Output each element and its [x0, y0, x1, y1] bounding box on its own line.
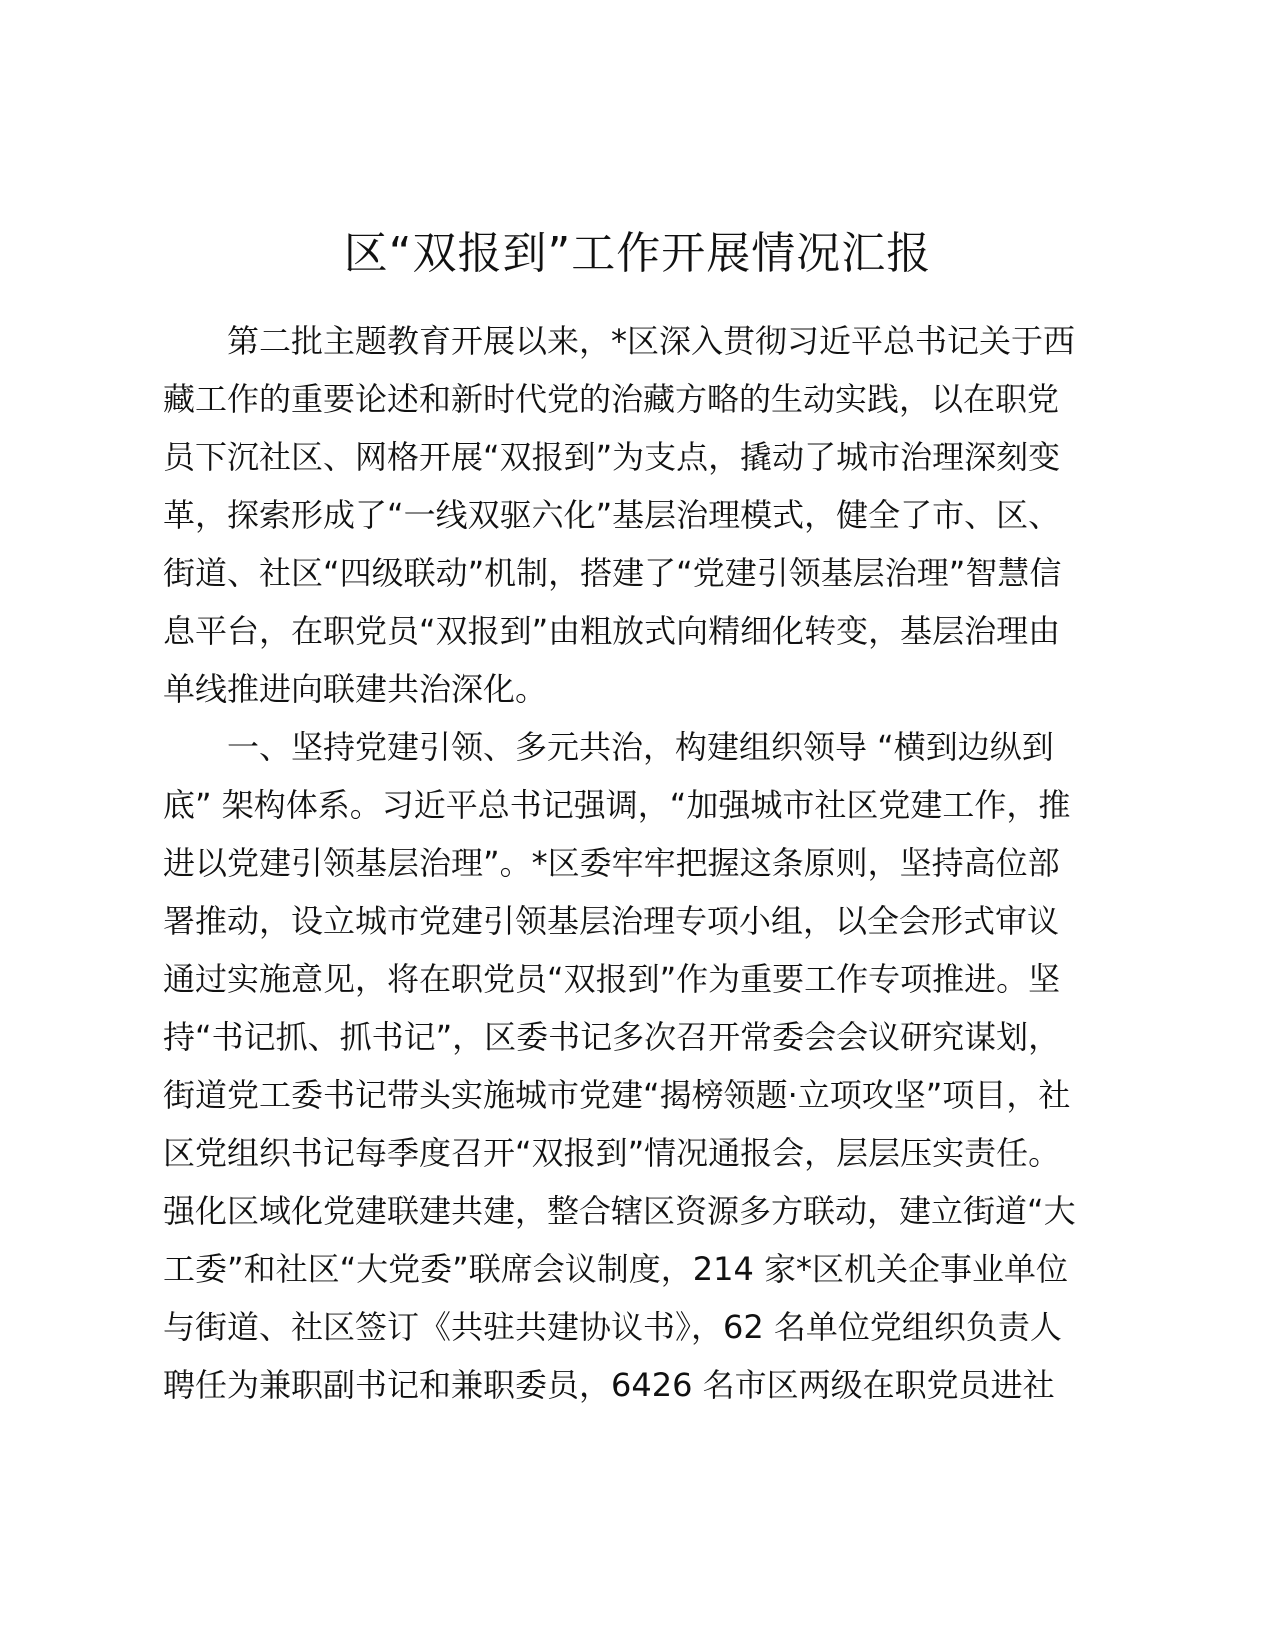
paragraph-1-line-1: 第二批主题教育开展以来，*区深入贯彻习近平总书记关于西 — [227, 322, 1076, 360]
section-1-line-2: 底” 架构体系。习近平总书记强调，“加强城市社区党建工作，推 — [163, 786, 1071, 824]
section-1-line-6: 持“书记抓、抓书记”，区委书记多次召开常委会会议研究谋划， — [163, 1018, 1061, 1056]
section-1-heading-line-1: 一、坚持党建引领、多元共治，构建组织领导 “横到边纵到 — [227, 728, 1054, 766]
section-1-line-4: 署推动，设立城市党建引领基层治理专项小组，以全会形式审议 — [163, 902, 1060, 940]
paragraph-1-line-4: 革，探索形成了“一线双驱六化”基层治理模式，健全了市、区、 — [163, 496, 1061, 534]
section-1-line-5: 通过实施意见，将在职党员“双报到”作为重要工作专项推进。坚 — [163, 960, 1061, 998]
document-body — [163, 312, 1118, 1414]
paragraph-1-line-5: 街道、社区“四级联动”机制，搭建了“党建引领基层治理”智慧信 — [163, 554, 1062, 592]
document-title: 区“双报到”工作开展情况汇报 — [343, 228, 932, 279]
paragraph-1-line-3: 员下沉社区、网格开展“双报到”为支点，撬动了城市治理深刻变 — [163, 438, 1061, 476]
section-1-line-11: 与街道、社区签订《共驻共建协议书》，62 名单位党组织负责人 — [163, 1308, 1062, 1346]
section-1-line-10: 工委”和社区“大党委”联席会议制度，214 家*区机关企事业单位 — [163, 1250, 1068, 1288]
paragraph-1-line-2: 藏工作的重要论述和新时代党的治藏方略的生动实践，以在职党 — [163, 380, 1060, 418]
section-1-line-7: 街道党工委书记带头实施城市党建“揭榜领题·立项攻坚”项目，社 — [163, 1076, 1071, 1114]
section-1-line-12: 聘任为兼职副书记和兼职委员，6426 名市区两级在职党员进社 — [163, 1366, 1055, 1404]
section-1-line-3: 进以党建引领基层治理”。*区委牢牢把握这条原则，坚持高位部 — [163, 844, 1060, 882]
section-1-line-9: 强化区域化党建联建共建，整合辖区资源多方联动，建立街道“大 — [163, 1192, 1076, 1230]
section-1-line-8: 区党组织书记每季度召开“双报到”情况通报会，层层压实责任。 — [163, 1134, 1061, 1172]
paragraph-1-line-6: 息平台，在职党员“双报到”由粗放式向精细化转变，基层治理由 — [163, 612, 1061, 650]
paragraph-1-line-7: 单线推进向联建共治深化。 — [163, 670, 548, 708]
